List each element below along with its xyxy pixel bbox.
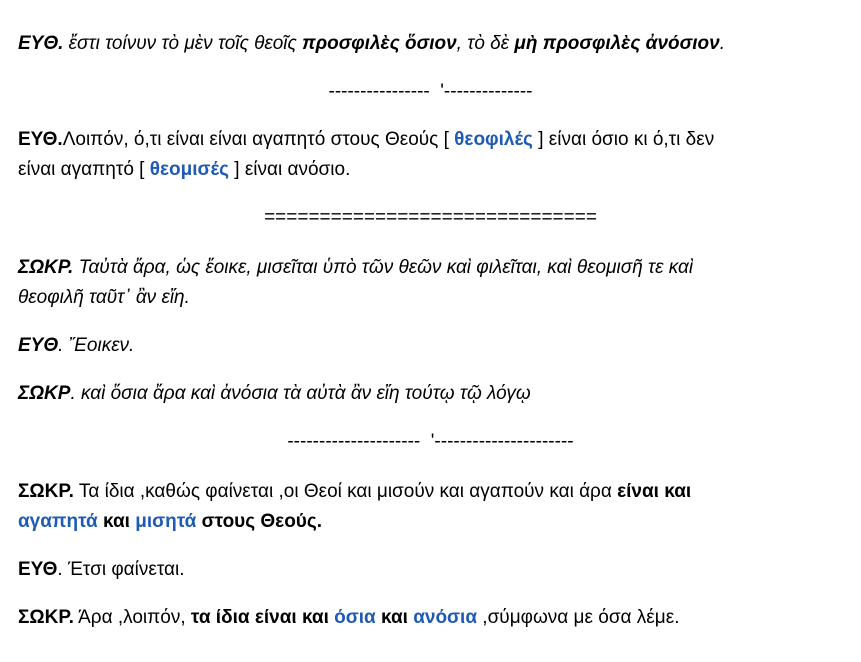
- greek-text: , τὸ δὲ: [456, 33, 515, 54]
- body-text: Τα ίδια ,καθώς φαίνεται ,οι Θεοί και μισούν και αγαπούν και άρα: [73, 481, 618, 502]
- paragraph-1-line-1: [18, 32, 725, 56]
- paragraph-2-line-1: [18, 128, 714, 152]
- speaker-label: ΕΥΘ: [18, 335, 59, 356]
- highlight-term: ανόσια: [413, 607, 478, 628]
- paragraph-4: [18, 334, 134, 358]
- speaker-label: ΣΩΚΡ: [18, 383, 71, 404]
- greek-text: . καὶ ὅσια ἄρα καὶ ἀνόσια τὰ αὐτὰ ἂν εἴη τούτῳ τῷ λόγῳ: [70, 383, 531, 404]
- body-text: ] είναι ανόσιο.: [228, 159, 351, 180]
- emphasis-text: και: [97, 511, 136, 532]
- speaker-label: ΕΥΘ.: [18, 129, 63, 150]
- paragraph-6-line-1: [18, 480, 691, 504]
- body-text: ] είναι όσιο κι ό,τι δεν: [532, 129, 715, 150]
- paragraph-6-line-2: [18, 510, 322, 534]
- speaker-label: ΣΩΚΡ.: [18, 481, 74, 502]
- separator-equals: ==============================: [264, 207, 597, 228]
- emphasis-text: στους Θεούς.: [196, 511, 323, 532]
- speaker-label: ΣΩΚΡ.: [18, 257, 74, 278]
- body-text: . Έτσι φαίνεται.: [57, 559, 185, 580]
- highlight-term: όσια: [334, 607, 376, 628]
- greek-text: .: [719, 33, 725, 54]
- separator-dashes-2: --------------------- '----------------------: [287, 431, 574, 452]
- emphasis-text: προσφιλὲς ὅσιον: [302, 33, 457, 54]
- paragraph-3-line-2: [18, 286, 190, 310]
- paragraph-7: [18, 558, 185, 582]
- highlight-term: μισητά: [135, 511, 197, 532]
- speaker-label: ΕΥΘ: [18, 559, 58, 580]
- highlight-term: θεοφιλές: [454, 129, 533, 150]
- highlight-term: αγαπητά: [18, 511, 98, 532]
- paragraph-8: [18, 606, 679, 630]
- body-text: είναι αγαπητό [: [18, 159, 150, 180]
- emphasis-text: και: [375, 607, 414, 628]
- greek-text: θεοφιλῆ ταῦτ᾽ ἂν εἴη.: [18, 287, 190, 308]
- speaker-label: ΕΥΘ.: [18, 33, 64, 54]
- body-text: Λοιπόν, ό,τι είναι είναι αγαπητό στους Θεούς [: [62, 129, 455, 150]
- body-text: Άρα ,λοιπόν,: [73, 607, 191, 628]
- emphasis-text: μὴ προσφιλὲς ἀνόσιον: [514, 33, 720, 54]
- emphasis-text: τα ίδια είναι και: [190, 607, 335, 628]
- greek-text: ἔστι τοίνυν τὸ μὲν τοῖς θεοῖς: [63, 33, 303, 54]
- paragraph-5: [18, 382, 531, 406]
- separator-dashes-1: ---------------- '--------------: [328, 81, 533, 102]
- paragraph-2-line-2: [18, 158, 350, 182]
- highlight-term: θεομισές: [149, 159, 229, 180]
- body-text: ,σύμφωνα με όσα λέμε.: [477, 607, 680, 628]
- speaker-label: ΣΩΚΡ.: [18, 607, 74, 628]
- paragraph-3-line-1: [18, 256, 693, 280]
- emphasis-text: είναι και: [617, 481, 692, 502]
- greek-text: . Ἔοικεν.: [58, 335, 135, 356]
- greek-text: Ταὐτὰ ἄρα, ὡς ἔοικε, μισεῖται ὑπὸ τῶν θεῶν καὶ φιλεῖται, καὶ θεομισῆ τε καὶ: [73, 257, 694, 278]
